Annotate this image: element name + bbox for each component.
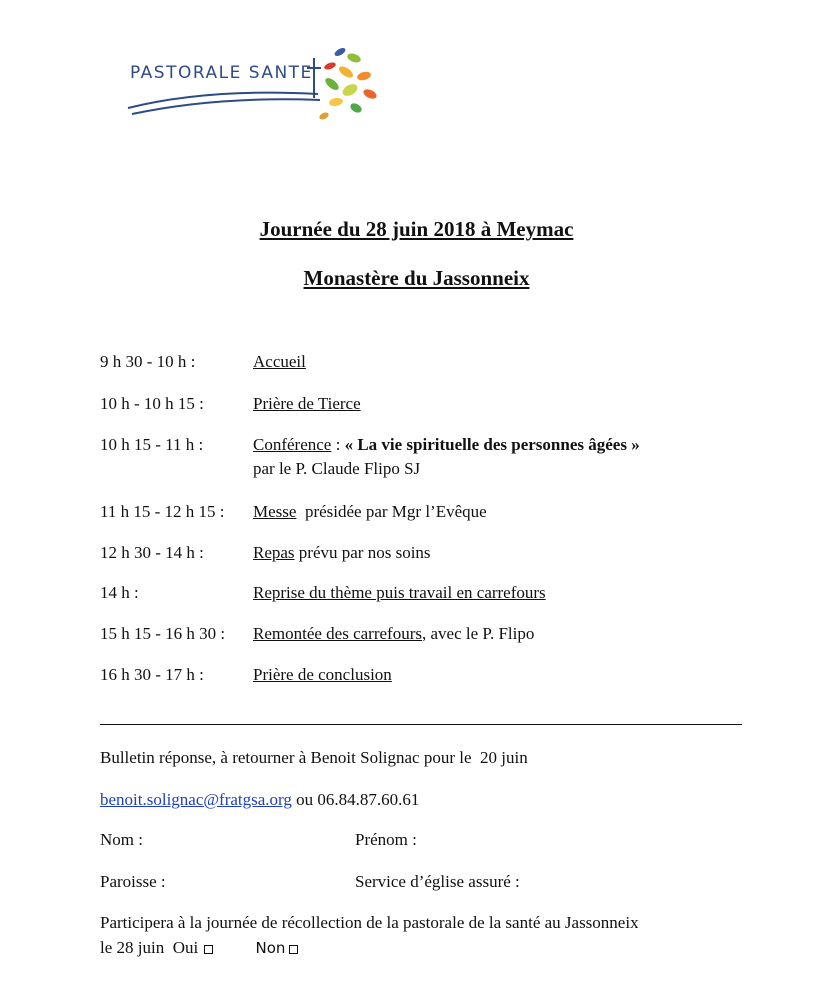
pastorale-sante-logo bbox=[118, 38, 388, 128]
conference-speaker: par le P. Claude Flipo SJ bbox=[253, 459, 421, 478]
schedule-activity: Prière de Tierce bbox=[253, 394, 361, 413]
schedule-activity-group bbox=[253, 624, 534, 644]
conference-title: « La vie spirituelle des personnes âgées » bbox=[344, 435, 640, 454]
schedule-time: 10 h 15 - 11 h : bbox=[100, 435, 204, 454]
paroisse-label: Paroisse : bbox=[100, 872, 166, 891]
participation-text: Participera à la journée de récollection de la pastorale de la santé au Jassonneix bbox=[100, 913, 639, 932]
oui-checkbox[interactable] bbox=[204, 945, 213, 954]
schedule-activity: Messe bbox=[253, 502, 297, 521]
schedule-activity: Remontée des carrefours bbox=[253, 624, 422, 643]
logo-graphic bbox=[118, 38, 388, 128]
schedule-time: 11 h 15 - 12 h 15 : bbox=[100, 502, 225, 521]
schedule-activity-group bbox=[253, 543, 431, 563]
schedule-activity: Reprise du thème puis travail en carrefours bbox=[253, 583, 546, 602]
email-link[interactable]: benoit.solignac@fratgsa.org bbox=[100, 790, 292, 809]
nom-label: Nom : bbox=[100, 830, 143, 849]
schedule-time: 12 h 30 - 14 h : bbox=[100, 543, 204, 562]
page-title: Journée du 28 juin 2018 à Meymac bbox=[259, 217, 574, 241]
schedule-activity-group bbox=[253, 502, 487, 522]
schedule-activity-detail: présidée par Mgr l’Evêque bbox=[296, 502, 487, 521]
logo-text: PASTORALE SANTE bbox=[130, 63, 313, 83]
schedule-time: 15 h 15 - 16 h 30 : bbox=[100, 624, 226, 643]
reply-intro: Bulletin réponse, à retourner à Benoit Solignac pour le 20 juin bbox=[100, 748, 528, 767]
schedule-activity: Prière de conclusion bbox=[253, 665, 392, 684]
prenom-label: Prénom : bbox=[355, 830, 417, 849]
schedule-activity-detail: prévu par nos soins bbox=[294, 543, 431, 562]
non-checkbox[interactable] bbox=[289, 945, 298, 954]
oui-label: le 28 juin Oui bbox=[100, 938, 199, 957]
page-subtitle: Monastère du Jassonneix bbox=[303, 266, 530, 290]
contact-line bbox=[100, 790, 419, 810]
schedule-time: 16 h 30 - 17 h : bbox=[100, 665, 204, 684]
divider bbox=[100, 724, 742, 725]
schedule-activity: Accueil bbox=[253, 352, 306, 371]
schedule-time: 10 h - 10 h 15 : bbox=[100, 394, 204, 413]
schedule-time: 14 h : bbox=[100, 583, 139, 602]
schedule-activity: Conférence bbox=[253, 435, 332, 454]
participation-choice bbox=[100, 938, 298, 958]
schedule-activity: Repas bbox=[253, 543, 295, 562]
service-label: Service d’église assuré : bbox=[355, 872, 520, 891]
schedule-activity-group bbox=[253, 435, 640, 455]
schedule-activity-detail: , avec le P. Flipo bbox=[421, 624, 535, 643]
schedule-separator: : bbox=[331, 435, 345, 454]
schedule-time: 9 h 30 - 10 h : bbox=[100, 352, 196, 371]
non-label: Non bbox=[255, 939, 286, 957]
phone-text: ou 06.84.87.60.61 bbox=[291, 790, 420, 809]
